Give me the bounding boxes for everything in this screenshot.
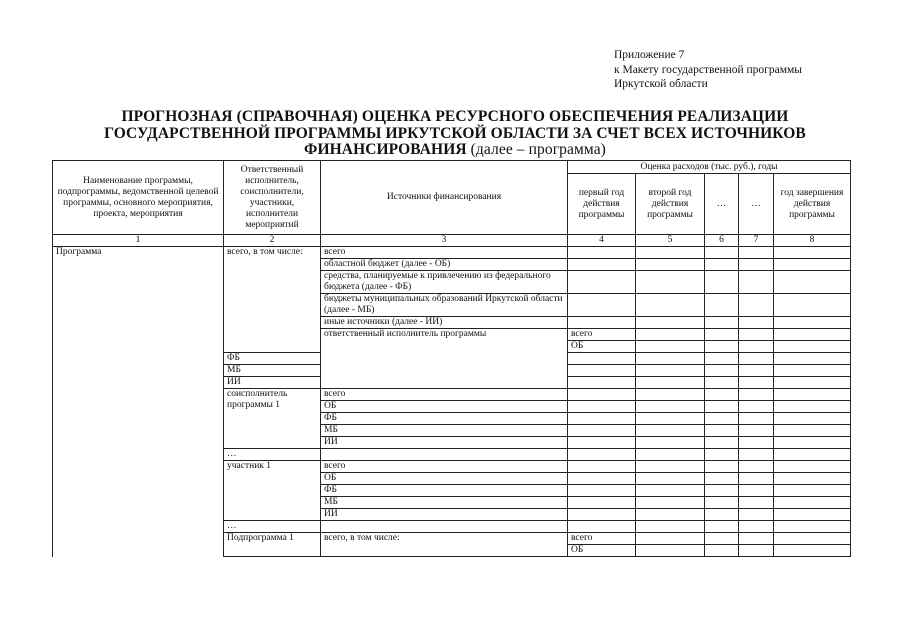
value-cell	[568, 377, 636, 389]
column-number: 7	[739, 235, 774, 247]
value-cell	[636, 413, 705, 425]
value-cell	[774, 377, 851, 389]
value-cell	[636, 497, 705, 509]
value-cell	[739, 247, 774, 259]
value-cell	[739, 294, 774, 317]
value-cell	[774, 461, 851, 473]
value-cell	[636, 545, 705, 557]
source-cell: всего	[568, 329, 636, 341]
value-cell	[568, 449, 636, 461]
value-cell	[568, 294, 636, 317]
value-cell	[636, 341, 705, 353]
value-cell	[705, 413, 739, 425]
source-cell: ОБ	[568, 545, 636, 557]
header-year-final: год завершения действия программы	[774, 174, 851, 235]
source-cell	[321, 449, 568, 461]
value-cell	[568, 413, 636, 425]
value-cell	[568, 353, 636, 365]
source-cell: всего	[321, 247, 568, 259]
column-number: 5	[636, 235, 705, 247]
value-cell	[636, 437, 705, 449]
value-cell	[568, 259, 636, 271]
source-cell: ИИ	[321, 437, 568, 449]
source-cell: ФБ	[321, 413, 568, 425]
value-cell	[568, 497, 636, 509]
value-cell	[636, 401, 705, 413]
value-cell	[568, 247, 636, 259]
header-year-2: второй год действия программы	[636, 174, 705, 235]
source-cell	[321, 521, 568, 533]
value-cell	[774, 389, 851, 401]
header-name: Наименование программы, подпрограммы, ведомственной целевой программы, основного мероприятия, проекта, мероприятия	[53, 161, 224, 235]
appendix-line: к Макету государственной программы	[614, 63, 803, 76]
subprogram-total-label: всего, в том числе:	[321, 533, 568, 557]
ellipsis-cell: …	[224, 521, 321, 533]
source-cell: МБ	[224, 365, 321, 377]
header-sources: Источники финансирования	[321, 161, 568, 235]
value-cell	[739, 377, 774, 389]
value-cell	[739, 353, 774, 365]
value-cell	[774, 437, 851, 449]
value-cell	[739, 545, 774, 557]
source-cell: областной бюджет (далее - ОБ)	[321, 259, 568, 271]
value-cell	[705, 473, 739, 485]
value-cell	[568, 389, 636, 401]
value-cell	[636, 353, 705, 365]
value-cell	[568, 509, 636, 521]
value-cell	[705, 485, 739, 497]
value-cell	[636, 533, 705, 545]
value-cell	[705, 294, 739, 317]
document-title	[60, 109, 850, 159]
column-number: 4	[568, 235, 636, 247]
value-cell	[739, 329, 774, 341]
source-cell: ОБ	[321, 473, 568, 485]
value-cell	[636, 259, 705, 271]
source-cell: всего	[321, 389, 568, 401]
value-cell	[636, 317, 705, 329]
column-number: 1	[53, 235, 224, 247]
value-cell	[636, 449, 705, 461]
value-cell	[636, 521, 705, 533]
appendix-line: Приложение 7	[614, 49, 685, 61]
value-cell	[774, 413, 851, 425]
header-expenses-group: Оценка расходов (тыс. руб.), годы	[568, 161, 851, 174]
value-cell	[774, 485, 851, 497]
source-cell: ОБ	[321, 401, 568, 413]
ellipsis-cell: …	[224, 449, 321, 461]
value-cell	[636, 377, 705, 389]
value-cell	[739, 401, 774, 413]
value-cell	[739, 271, 774, 294]
value-cell	[636, 247, 705, 259]
title-suffix: (далее – программа)	[466, 141, 606, 158]
value-cell	[774, 365, 851, 377]
value-cell	[739, 485, 774, 497]
appendix-note	[614, 48, 802, 92]
value-cell	[636, 329, 705, 341]
value-cell	[568, 437, 636, 449]
value-cell	[739, 389, 774, 401]
value-cell	[636, 473, 705, 485]
value-cell	[705, 377, 739, 389]
value-cell	[739, 497, 774, 509]
value-cell	[568, 521, 636, 533]
value-cell	[774, 425, 851, 437]
program-name: Программа	[53, 247, 224, 557]
header-year-1: первый год действия программы	[568, 174, 636, 235]
value-cell	[568, 365, 636, 377]
header-year-ellipsis: …	[739, 174, 774, 235]
value-cell	[705, 247, 739, 259]
responsible-executor-label: ответственный исполнитель программы	[321, 329, 568, 389]
value-cell	[568, 461, 636, 473]
value-cell	[705, 449, 739, 461]
value-cell	[774, 545, 851, 557]
source-cell: ИИ	[224, 377, 321, 389]
value-cell	[705, 259, 739, 271]
appendix-line: Иркутской области	[614, 78, 708, 90]
value-cell	[568, 485, 636, 497]
value-cell	[705, 271, 739, 294]
value-cell	[774, 521, 851, 533]
value-cell	[739, 509, 774, 521]
header-executor: Ответственный исполнитель, соисполнители, участники, исполнители мероприятий	[224, 161, 321, 235]
value-cell	[636, 461, 705, 473]
value-cell	[774, 341, 851, 353]
source-cell: МБ	[321, 425, 568, 437]
value-cell	[774, 259, 851, 271]
value-cell	[705, 317, 739, 329]
value-cell	[705, 353, 739, 365]
source-cell: средства, планируемые к привлечению из федерального бюджета (далее - ФБ)	[321, 271, 568, 294]
value-cell	[739, 521, 774, 533]
value-cell	[739, 259, 774, 271]
source-cell: ФБ	[224, 353, 321, 365]
value-cell	[705, 389, 739, 401]
subprogram-name: Подпрограмма 1	[224, 533, 321, 557]
value-cell	[636, 425, 705, 437]
value-cell	[739, 461, 774, 473]
value-cell	[705, 329, 739, 341]
participant-label: участник 1	[224, 461, 321, 521]
value-cell	[705, 497, 739, 509]
value-cell	[774, 497, 851, 509]
value-cell	[739, 341, 774, 353]
value-cell	[774, 473, 851, 485]
value-cell	[636, 485, 705, 497]
value-cell	[774, 509, 851, 521]
value-cell	[636, 389, 705, 401]
source-cell: ОБ	[568, 341, 636, 353]
value-cell	[705, 437, 739, 449]
value-cell	[705, 401, 739, 413]
value-cell	[705, 365, 739, 377]
co-executor-label: соисполнитель программы 1	[224, 389, 321, 449]
value-cell	[705, 509, 739, 521]
value-cell	[568, 401, 636, 413]
value-cell	[705, 341, 739, 353]
value-cell	[705, 521, 739, 533]
value-cell	[774, 329, 851, 341]
value-cell	[774, 449, 851, 461]
value-cell	[774, 271, 851, 294]
value-cell	[774, 533, 851, 545]
value-cell	[636, 509, 705, 521]
column-number: 6	[705, 235, 739, 247]
value-cell	[705, 545, 739, 557]
title-bold: ПРОГНОЗНАЯ (СПРАВОЧНАЯ) ОЦЕНКА РЕСУРСНОГО ОБЕСПЕЧЕНИЯ РЕАЛИЗАЦИИ ГОСУДАРСТВЕННОЙ ПРОГРАММЫ ИРКУТСКОЙ ОБЛАСТИ ЗА СЧЕТ ВСЕХ ИСТОЧНИКОВ ФИНАНСИРОВАНИЯ	[104, 108, 806, 158]
value-cell	[636, 294, 705, 317]
value-cell	[739, 317, 774, 329]
source-cell: всего	[568, 533, 636, 545]
value-cell	[568, 317, 636, 329]
column-number: 2	[224, 235, 321, 247]
value-cell	[774, 401, 851, 413]
source-cell: ИИ	[321, 509, 568, 521]
value-cell	[568, 425, 636, 437]
value-cell	[774, 317, 851, 329]
value-cell	[739, 365, 774, 377]
value-cell	[739, 437, 774, 449]
column-number: 3	[321, 235, 568, 247]
value-cell	[568, 473, 636, 485]
source-cell: иные источники (далее - ИИ)	[321, 317, 568, 329]
header-year-ellipsis: …	[705, 174, 739, 235]
program-total-label: всего, в том числе:	[224, 247, 321, 353]
source-cell: бюджеты муниципальных образований Иркутской области (далее - МБ)	[321, 294, 568, 317]
value-cell	[636, 271, 705, 294]
value-cell	[739, 449, 774, 461]
value-cell	[774, 294, 851, 317]
source-cell: ФБ	[321, 485, 568, 497]
value-cell	[739, 413, 774, 425]
value-cell	[774, 247, 851, 259]
column-number: 8	[774, 235, 851, 247]
value-cell	[739, 533, 774, 545]
value-cell	[774, 353, 851, 365]
value-cell	[705, 533, 739, 545]
value-cell	[739, 473, 774, 485]
value-cell	[568, 271, 636, 294]
value-cell	[739, 425, 774, 437]
source-cell: МБ	[321, 497, 568, 509]
source-cell: всего	[321, 461, 568, 473]
value-cell	[705, 461, 739, 473]
value-cell	[636, 365, 705, 377]
resource-table	[52, 160, 851, 557]
value-cell	[705, 425, 739, 437]
